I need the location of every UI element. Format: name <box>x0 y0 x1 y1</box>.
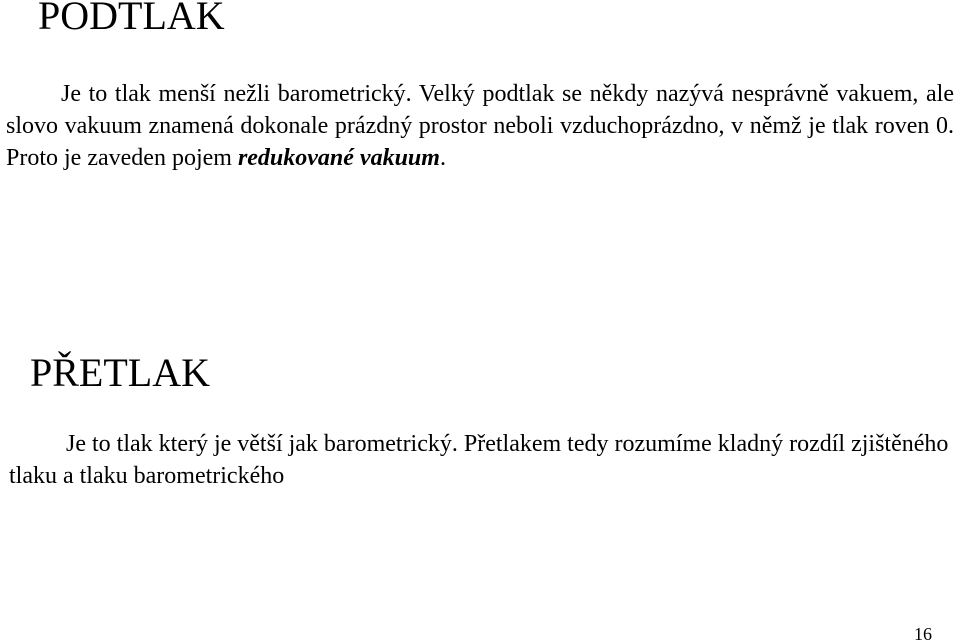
page-number: 16 <box>914 624 932 644</box>
emphasis-term: redukované vakuum <box>237 145 440 171</box>
section-heading-podtlak: PODTLAK <box>38 0 225 38</box>
paragraph-pretlak: Je to tlak který je větší jak barometrický. Přetlakem tedy rozumíme kladný rozdíl zjištěného tlaku a tlaku barometrického <box>9 431 949 489</box>
paragraph-podtlak <box>6 78 954 174</box>
section-heading-pretlak: PŘETLAK <box>30 350 210 395</box>
paragraph-podtlak-text: Je to tlak menší nežli barometrický. Velký podtlak se někdy nazývá nesprávně vakuem, ale slovo vakuum znamená dokonale prázdný prostor neboli vzduchoprázdno, v němž je tlak roven 0. Proto je zaveden pojem <box>6 81 954 171</box>
paragraph-podtlak-end: . <box>439 145 446 171</box>
